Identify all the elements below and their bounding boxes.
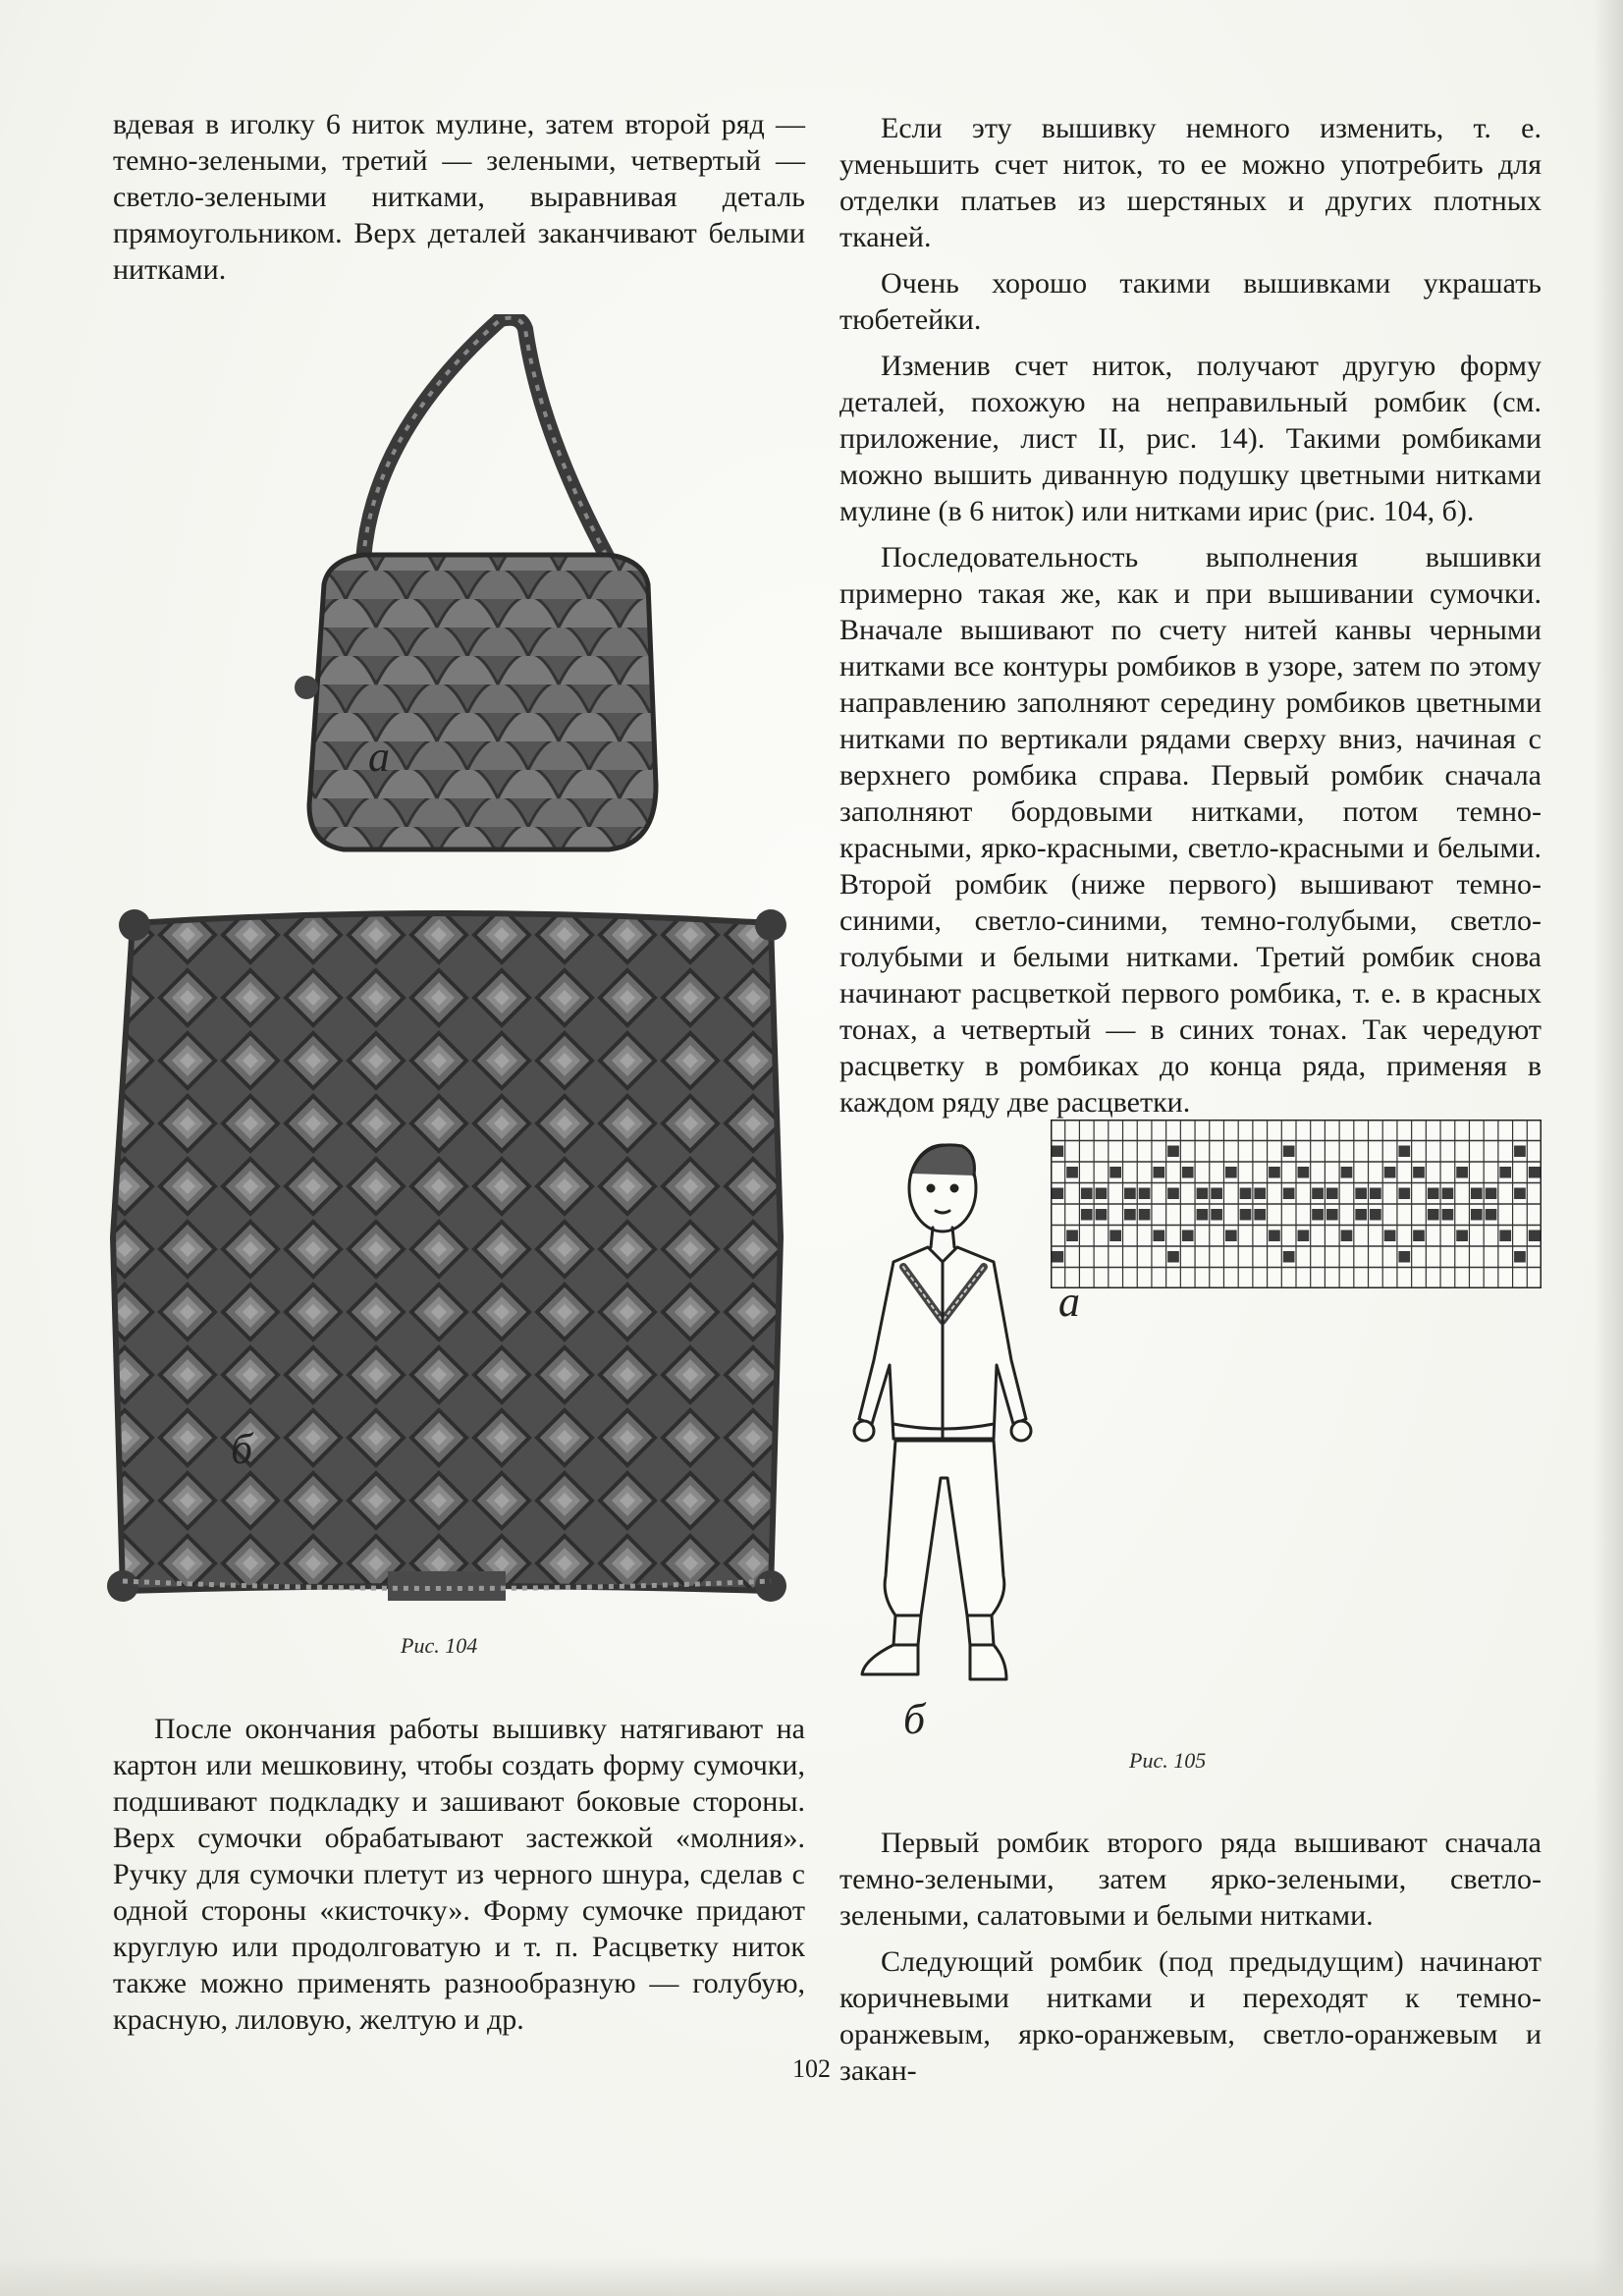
- figure-105-grid-pattern: [1051, 1120, 1542, 1288]
- figure-105-caption: Рис. 105: [1129, 1748, 1207, 1773]
- figure-104-cushion: [93, 903, 800, 1611]
- figure-105-boy-illustration: [825, 1124, 1060, 1723]
- bottom-left-column: [113, 1711, 805, 2038]
- figure-104-label-b: б: [231, 1425, 253, 1473]
- right-paragraph-1: Если эту вышивку немного изменить, т. е. уменьшить счет ниток, то ее можно употребить для отделки платьев из шерстяных и других плотных тканей.: [839, 112, 1542, 253]
- scan-edge-shadow: [1594, 0, 1623, 2296]
- figure-104-label-a: а: [368, 733, 390, 781]
- right-paragraph-3: Изменив счет ниток, получают другую форму деталей, похожую на неправильный ромбик (см. приложение, лист II, рис. 14). Такими ромбиками можно вышить диванную подушку цветными нитками мулине (в 6 ниток) или нитками ирис (рис. 104, б).: [839, 350, 1542, 527]
- bottom-right-paragraph-2: Следующий ромбик (под предыдущим) начинают коричневыми нитками и переходят к темно-оранжевым, ярко-оранжевым, светло-оранжевым и закан-: [839, 1945, 1542, 2087]
- top-left-paragraph: вдевая в иголку 6 ниток мулине, затем второй ряд — темно-зелеными, третий — зелеными, четвертый — светло-зелеными нитками, выравнивая деталь прямоугольником. Верх деталей заканчивают белыми нитками.: [113, 108, 805, 286]
- bottom-left-paragraph: После окончания работы вышивку натягивают на картон или мешковину, чтобы создать форму сумочки, подшивают подкладку и зашивают боковые стороны. Верх сумочки обрабатывают застежкой «молния». Ручку для сумочки плетут из черного шнура, сделав с одной стороны «кисточку». Форму сумочке придают круглую или продолговатую и т. п. Расцветку ниток также можно применять разнообразную — голубую, красную, лиловую, желтую и др.: [113, 1713, 805, 2036]
- bottom-right-paragraph-1: Первый ромбик второго ряда вышивают сначала темно-зелеными, затем ярко-зелеными, светло-зелеными, салатовыми и белыми нитками.: [839, 1827, 1542, 1932]
- page-number: 102: [792, 2054, 831, 2083]
- right-paragraph-4: Последовательность выполнения вышивки примерно такая же, как и при вышивании сумочки. Вначале вышивают по счету нитей канвы черными нитками все контуры ромбиков в узоре, затем по этому направлению заполняют середину ромбиков цветными нитками по вертикали рядами сверху вниз, начиная с верхнего ромбика справа. Первый ромбик сначала заполняют бордовыми нитками, потом темно-красными, ярко-красными, светло-красными и белыми. Второй ромбик (ниже первого) вышивают темно-синими, светло-синими, темно-голубыми, светло-голубыми и белыми нитками. Третий ромбик снова начинают расцветкой первого ромбика, т. е. в красных тонах, а четвертый — в синих тонах. Так чередуют расцветку в ромбиках до конца ряда, применяя в каждом ряду две расцветки.: [839, 541, 1542, 1119]
- figure-104-caption: Рис. 104: [401, 1633, 478, 1658]
- bottom-right-column: [839, 1825, 1542, 2089]
- figure-105-label-b: б: [903, 1695, 926, 1743]
- right-paragraph-2: Очень хорошо такими вышивками украшать тюбетейки.: [839, 267, 1542, 336]
- right-column: [839, 110, 1542, 1121]
- figure-104-handbag: [285, 314, 677, 854]
- figure-105-label-a: а: [1058, 1278, 1080, 1326]
- top-left-column: [113, 106, 805, 288]
- scan-bottom-shadow: [0, 2257, 1623, 2296]
